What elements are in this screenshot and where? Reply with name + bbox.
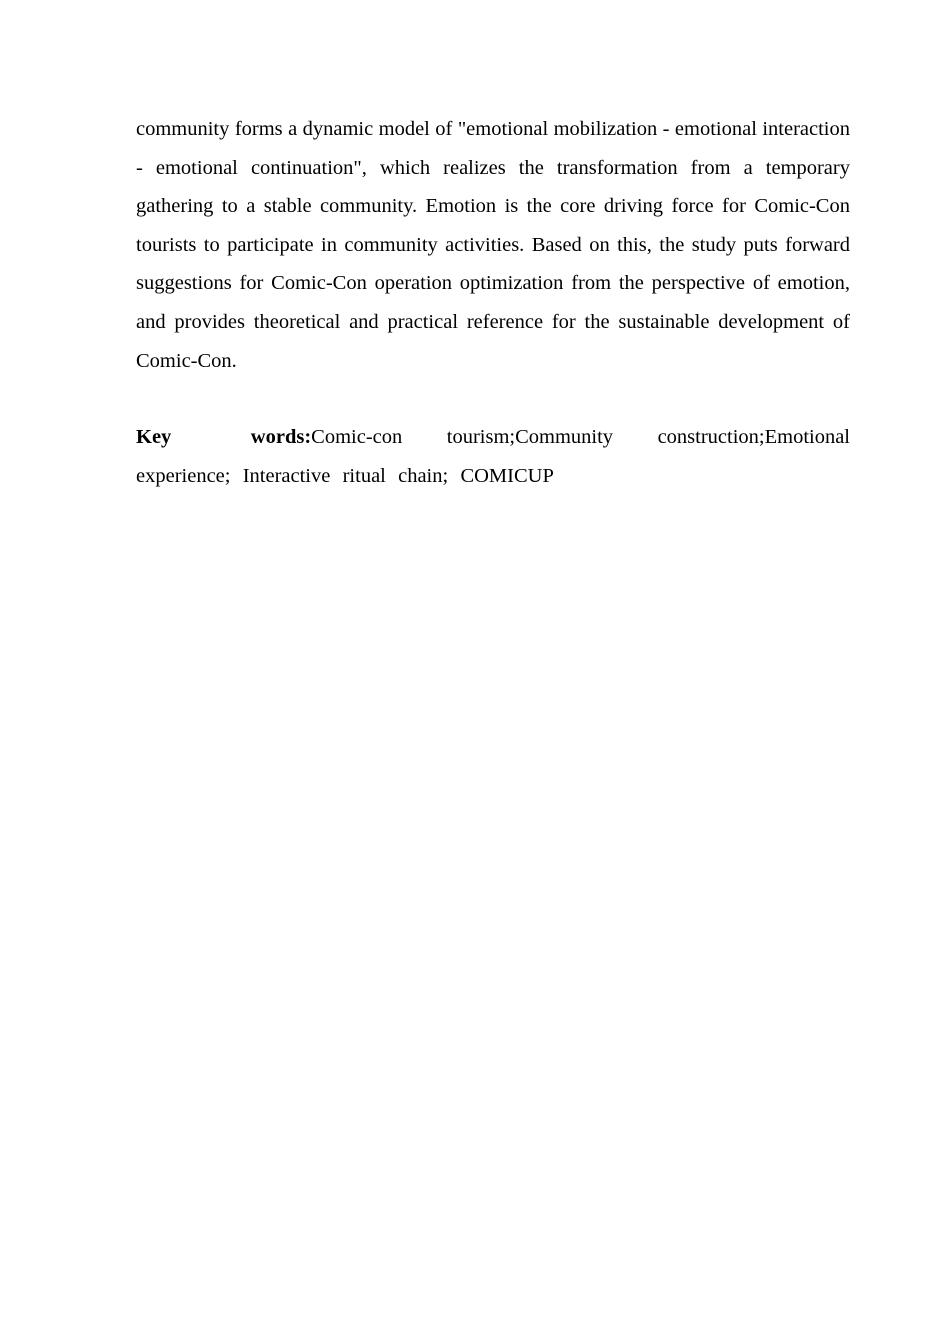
page-content <box>136 110 850 495</box>
keywords-paragraph <box>136 418 850 495</box>
keywords-values-line2: experience; Interactive ritual chain; COMICUP <box>136 464 554 487</box>
keywords-label: Key words: <box>136 426 312 449</box>
keywords-values-line1: Comic-con tourism;Community construction;Emotional <box>311 426 851 449</box>
abstract-paragraph: community forms a dynamic model of "emotional mobilization - emotional interaction - emotional continuation", which realizes the transformation from a temporary gathering to a stable community. Emotion is the core driving force for Comic-Con tourists to participate in community activities. Based on this, the study puts forward suggestions for Comic-Con operation optimization from the perspective of emotion, and provides theoretical and practical reference for the sustainable development of Comic-Con. <box>136 118 850 372</box>
